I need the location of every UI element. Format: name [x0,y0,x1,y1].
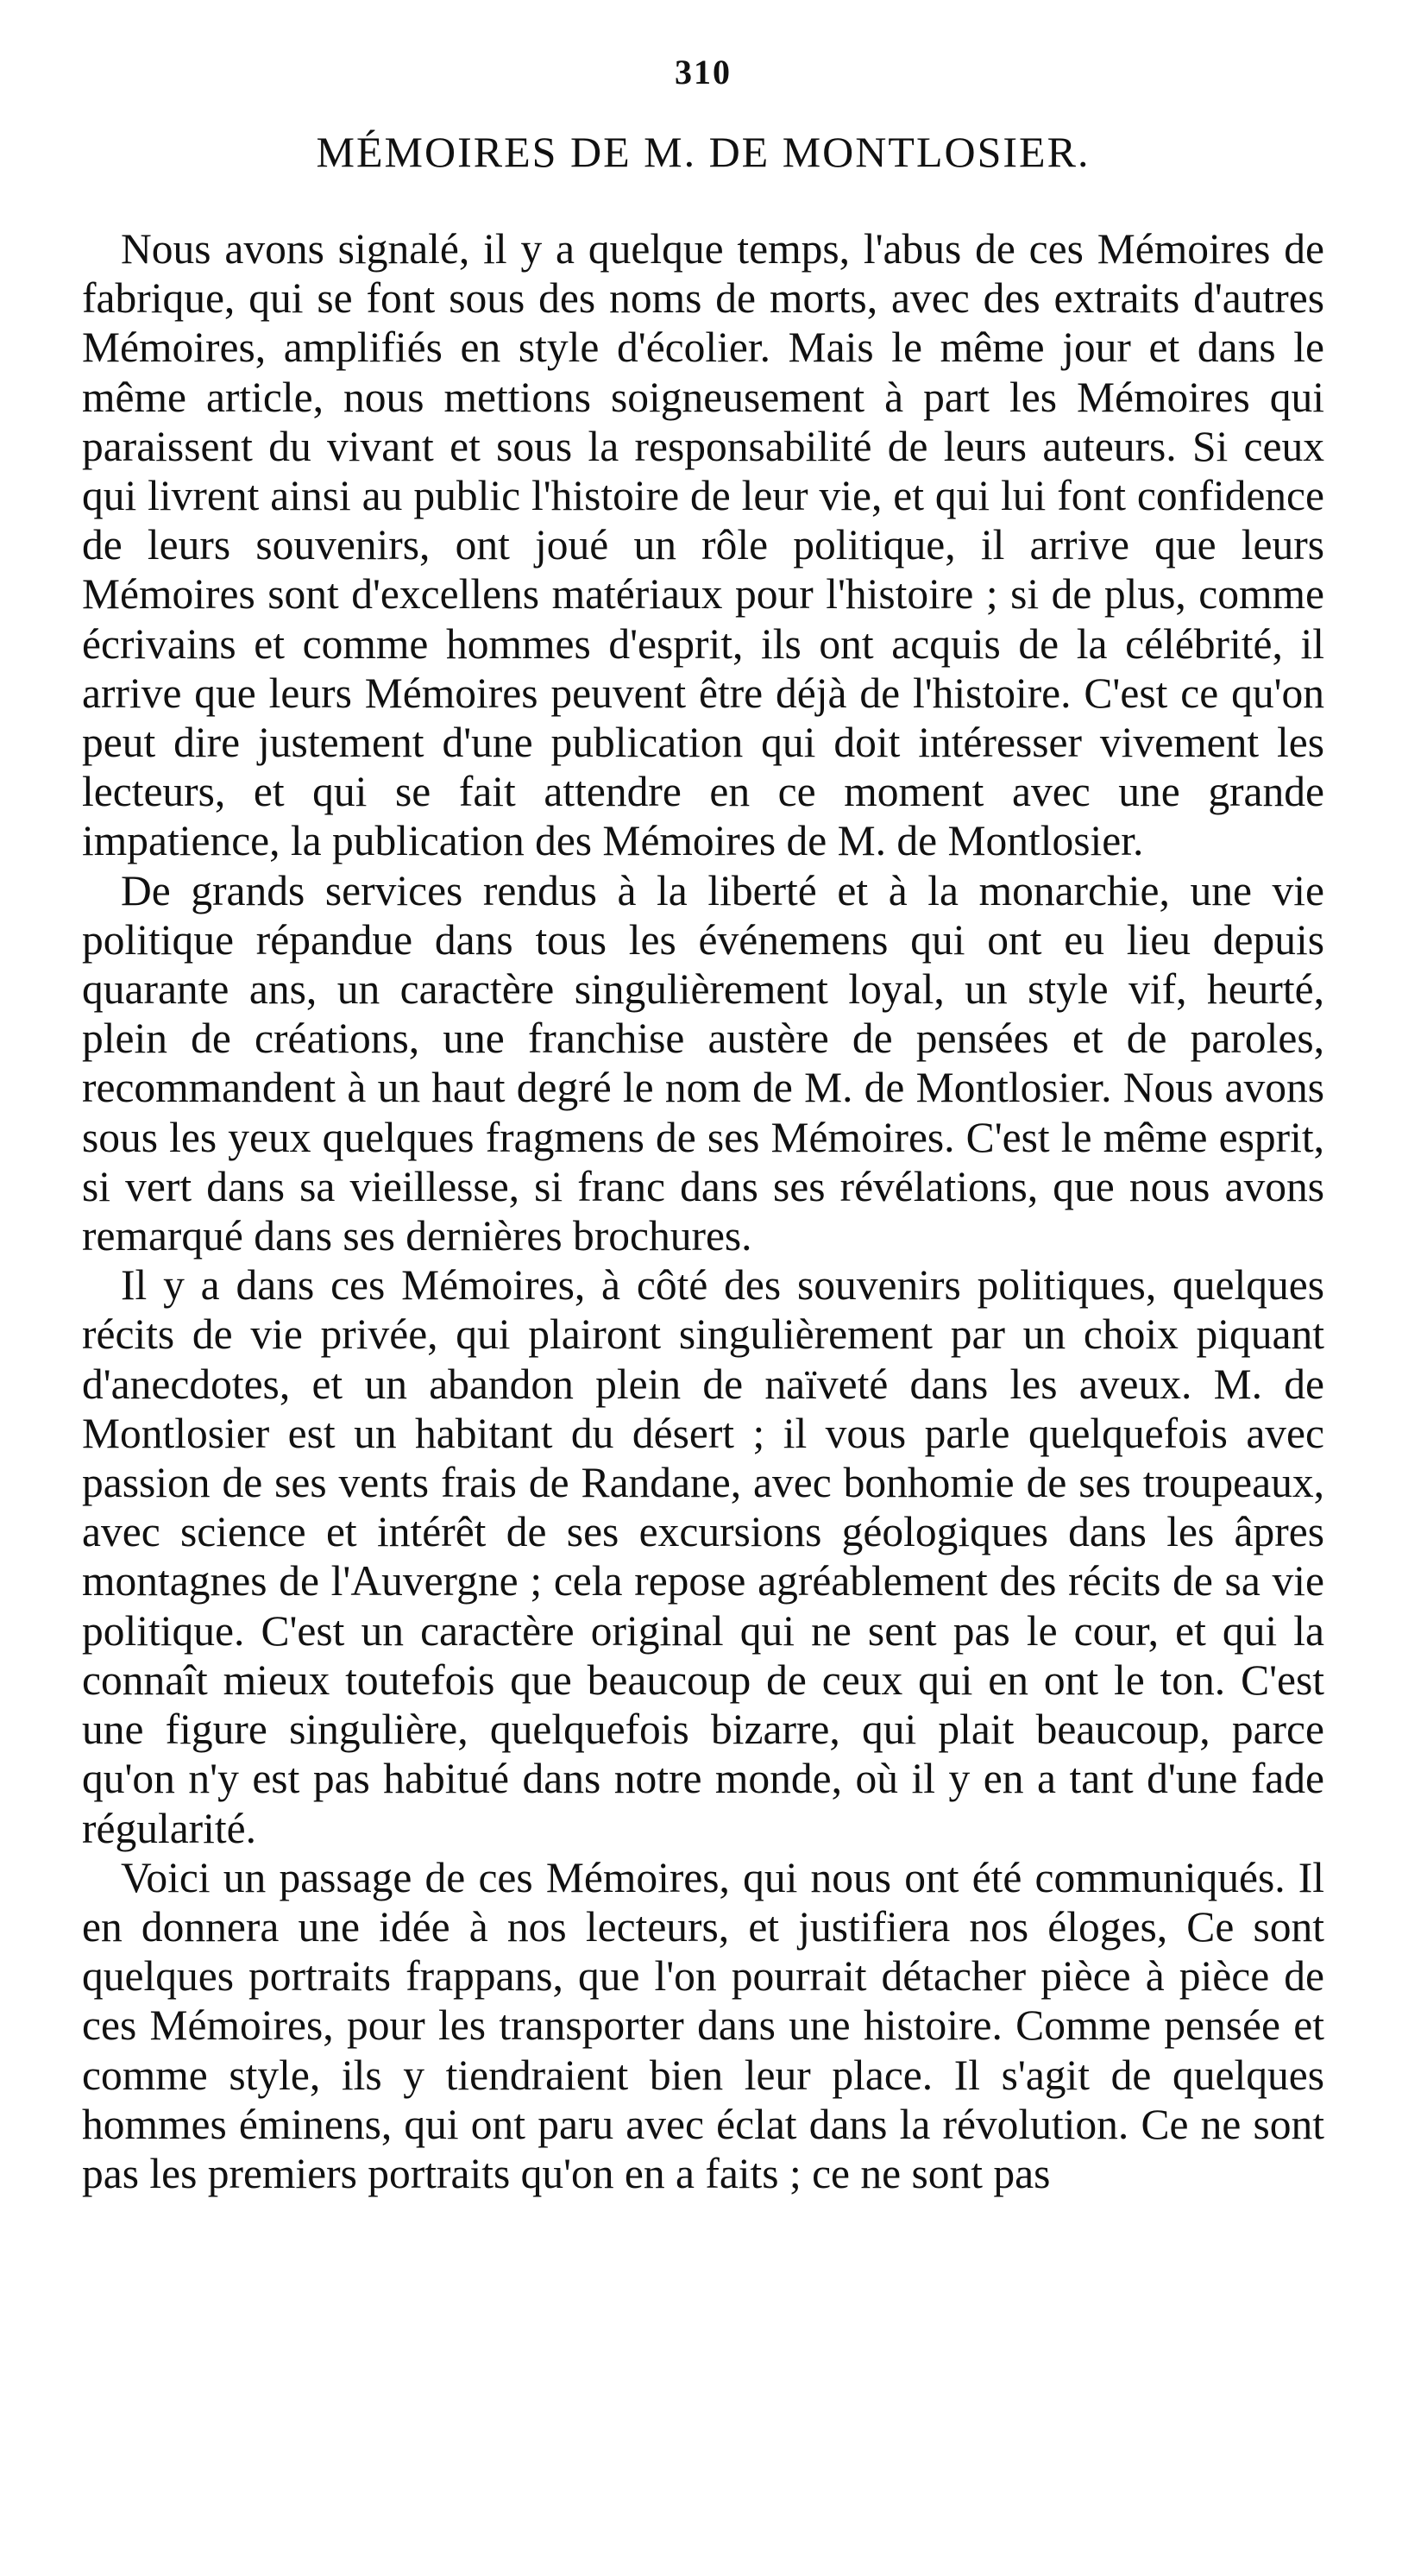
article-body [82,224,1324,2198]
paragraph-2: De grands services rendus à la liberté et à la monarchie, une vie politique répandue dans tous les événemens qui ont eu lieu depuis quarante ans, un caractère singulièrement loyal, un style vif, heurté, plein de créations, une franchise austère de pensées et de paroles, recommandent à un haut degré le nom de M. de Montlosier. Nous avons sous les yeux quelques fragmens de ses Mémoires. C'est le même esprit, si vert dans sa vieillesse, si franc dans ses révélations, que nous avons remarqué dans ses dernières brochures. [82,866,1324,1260]
running-head: MÉMOIRES DE M. DE MONTLOSIER. [316,128,1091,176]
document-page [82,52,1324,2198]
paragraph-3: Il y a dans ces Mémoires, à côté des souvenirs politiques, quelques récits de vie privée, qui plairont singulièrement par un choix piquant d'anecdotes, et un abandon plein de naïveté dans les aveux. M. de Montlosier est un habitant du désert ; il vous parle quelquefois avec passion de ses vents frais de Randane, avec bonhomie de ses troupeaux, avec science et intérêt de ses excursions géologiques dans les âpres montagnes de l'Auvergne ; cela repose agréablement des récits de sa vie politique. C'est un caractère original qui ne sent pas le cour, et qui la connaît mieux toutefois que beaucoup de ceux qui en ont le ton. C'est une figure singulière, quelquefois bizarre, qui plait beaucoup, parce qu'on n'y est pas habitué dans notre monde, où il y en a tant d'une fade régularité. [82,1261,1324,1852]
page-number: 310 [675,53,732,91]
paragraph-4: Voici un passage de ces Mémoires, qui nous ont été communiqués. Il en donnera une idée à nos lecteurs, et justifiera nos éloges, Ce sont quelques portraits frappans, que l'on pourrait détacher pièce à pièce de ces Mémoires, pour les transporter dans une histoire. Comme pensée et comme style, ils y tiendraient bien leur place. Il s'agit de quelques hommes éminens, qui ont paru avec éclat dans la révolution. Ce ne sont pas les premiers portraits qu'on en a faits ; ce ne sont pas [82,1853,1324,2197]
paragraph-1: Nous avons signalé, il y a quelque temps, l'abus de ces Mémoires de fabrique, qui se font sous des noms de morts, avec des extraits d'autres Mémoires, amplifiés en style d'écolier. Mais le même jour et dans le même article, nous mettions soigneusement à part les Mémoires qui paraissent du vivant et sous la responsabilité de leurs auteurs. Si ceux qui livrent ainsi au public l'histoire de leur vie, et qui lui font confidence de leurs souvenirs, ont joué un rôle politique, il arrive que leurs Mémoires sont d'excellens matériaux pour l'histoire ; si de plus, comme écrivains et comme hommes d'esprit, ils ont acquis de la célébrité, il arrive que leurs Mémoires peuvent être déjà de l'histoire. C'est ce qu'on peut dire justement d'une publication qui doit intéresser vivement les lecteurs, et qui se fait attendre en ce moment avec une grande impatience, la publication des Mémoires de M. de Montlosier. [82,225,1324,865]
